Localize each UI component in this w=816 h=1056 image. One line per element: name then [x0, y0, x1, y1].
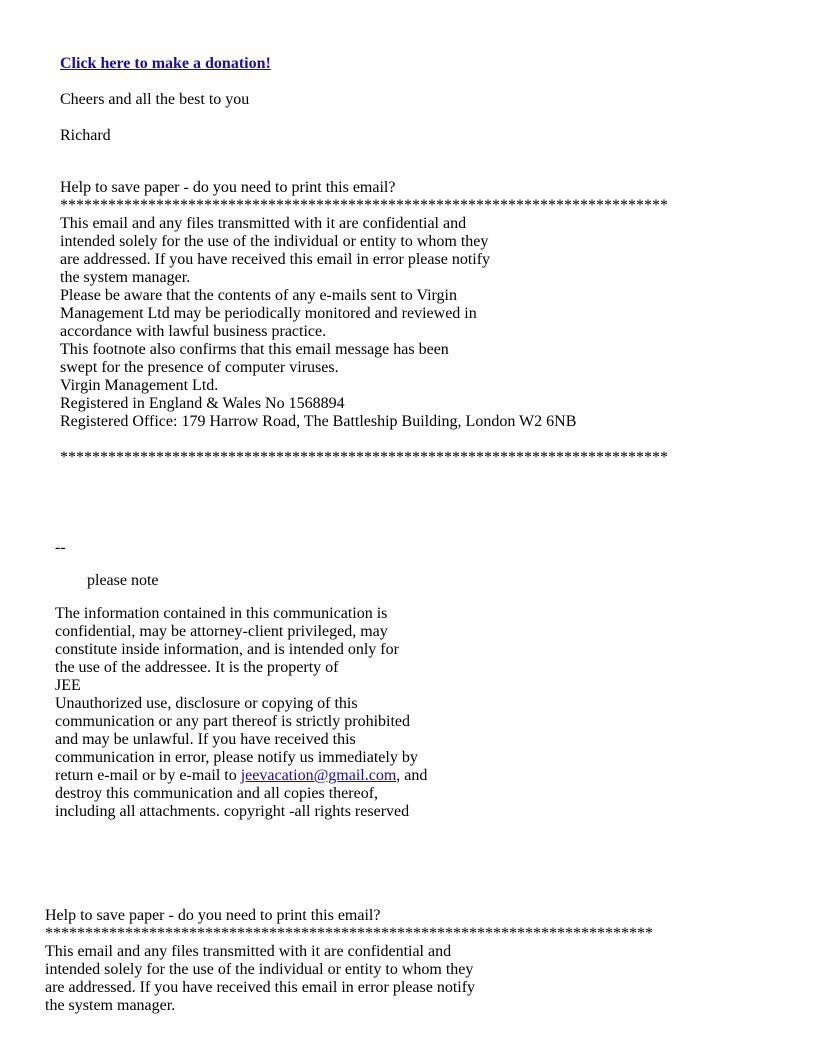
confidentiality-block: [55, 605, 427, 821]
email-link[interactable]: jeevacation@gmail.com: [240, 767, 397, 784]
disclaimer-line: Management Ltd may be periodically monitored and reviewed in: [60, 305, 477, 322]
disclaimer-line: Registered in England & Wales No 1568894: [60, 395, 345, 412]
disclaimer-block-1: [60, 179, 668, 431]
body-line: confidential, may be attorney-client privileged, may: [55, 623, 388, 640]
save-paper-notice: Help to save paper - do you need to print this email?: [45, 907, 381, 924]
body-line: destroy this communication and all copies thereof,: [55, 785, 379, 802]
stars-divider: ****************************************************************************: [45, 925, 653, 942]
body-line: communication or any part thereof is strictly prohibited: [55, 713, 411, 730]
donation-link[interactable]: Click here to make a donation!: [60, 55, 271, 72]
body-line: including all attachments. copyright -all rights reserved: [55, 803, 410, 820]
disclaimer-line: This email and any files transmitted with it are confidential and: [60, 215, 467, 232]
body-line: constitute inside information, and is intended only for: [55, 641, 399, 658]
body-line: communication in error, please notify us immediately by: [55, 749, 418, 766]
note-heading: please note: [87, 572, 159, 589]
email-line: [55, 767, 427, 785]
closing-text: Cheers and all the best to you: [60, 91, 250, 108]
stars-divider: ****************************************************************************: [60, 449, 668, 466]
body-line: JEE: [55, 677, 81, 694]
disclaimer-line: Please be aware that the contents of any e-mails sent to Virgin: [60, 287, 457, 304]
disclaimer-line: the system manager.: [45, 997, 176, 1014]
disclaimer-line: intended solely for the use of the individual or entity to whom they: [45, 961, 474, 978]
disclaimer-line: intended solely for the use of the individual or entity to whom they: [60, 233, 489, 250]
disclaimer-line: swept for the presence of computer viruses.: [60, 359, 339, 376]
disclaimer-line: are addressed. If you have received this email in error please notify: [60, 251, 491, 268]
disclaimer-line: the system manager.: [60, 269, 191, 286]
stars-divider: ****************************************************************************: [60, 197, 668, 214]
signature: Richard: [60, 127, 111, 144]
save-paper-notice: Help to save paper - do you need to print this email?: [60, 179, 396, 196]
body-line: The information contained in this communication is: [55, 605, 388, 622]
disclaimer-line: accordance with lawful business practice.: [60, 323, 327, 340]
body-line: the use of the addressee. It is the property of: [55, 659, 339, 676]
body-line: and may be unlawful. If you have received this: [55, 731, 356, 748]
email-line-prefix: return e-mail or by e-mail to: [55, 767, 241, 784]
disclaimer-line: This footnote also confirms that this email message has been: [60, 341, 449, 358]
email-line-suffix: , and: [396, 767, 428, 784]
signature-separator: --: [55, 539, 66, 556]
disclaimer-line: are addressed. If you have received this email in error please notify: [45, 979, 476, 996]
disclaimer-line: Virgin Management Ltd.: [60, 377, 219, 394]
disclaimer-block-2: [45, 907, 653, 1015]
disclaimer-line: This email and any files transmitted with it are confidential and: [45, 943, 452, 960]
body-line: Unauthorized use, disclosure or copying of this: [55, 695, 358, 712]
disclaimer-line: Registered Office: 179 Harrow Road, The Battleship Building, London W2 6NB: [60, 413, 577, 430]
